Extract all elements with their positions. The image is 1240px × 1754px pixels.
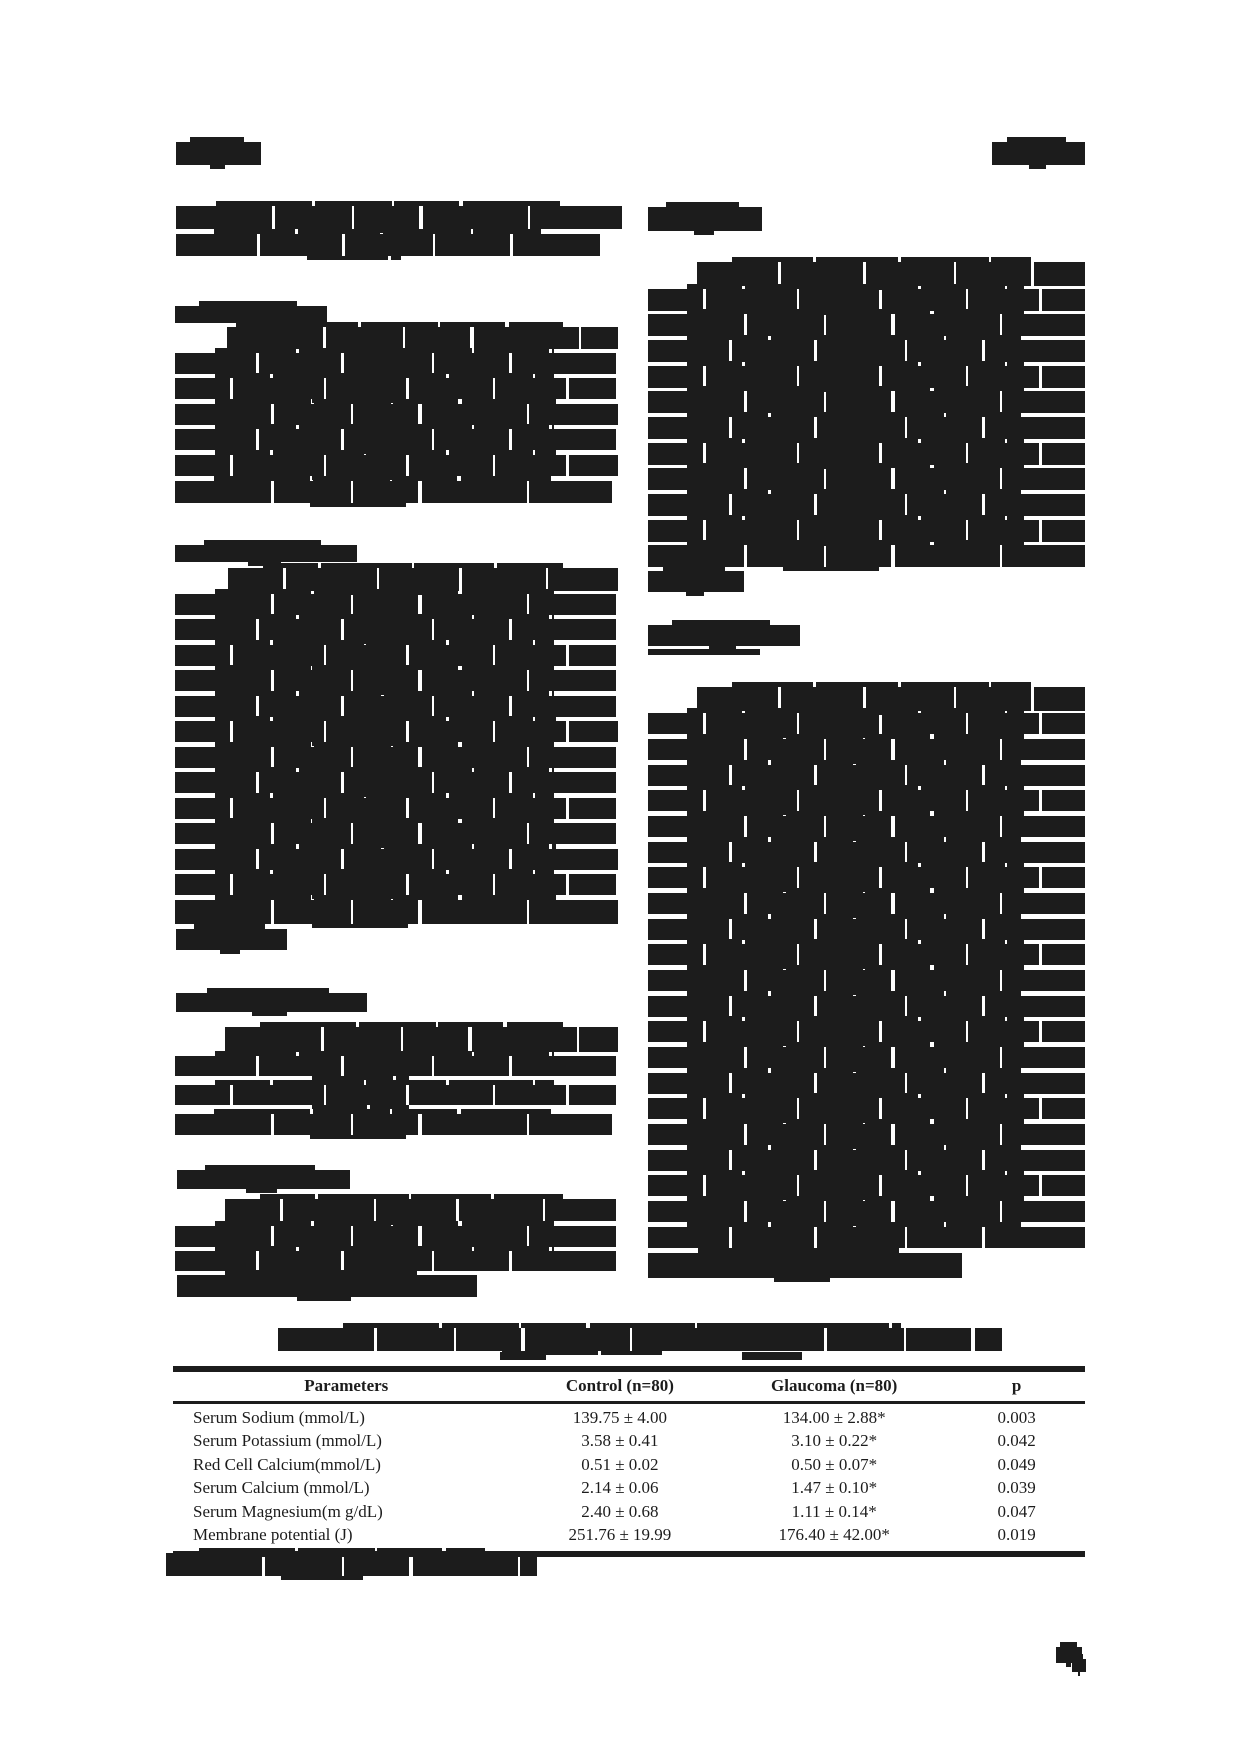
cell-control: 2.14 ± 0.06 [581,1478,659,1497]
cell-p-value: 0.049 [997,1454,1036,1474]
redacted-text-bar [648,1021,1085,1042]
redacted-text-bar [175,670,616,691]
column-header-p-value: p [1011,1376,1022,1395]
redacted-text-bar [278,1328,1002,1351]
redacted-text-bar [648,713,1085,734]
redacted-text-bar [648,340,1085,362]
redacted-text-bar [648,545,1085,567]
redacted-text-bar [225,1199,618,1221]
column-header-control: Control (n=80) [565,1376,674,1395]
redacted-text-bar [648,391,1085,413]
redacted-text-bar [648,314,1085,336]
redacted-text-bar [175,455,618,476]
redacted-text-bar [648,366,1085,388]
column-header-parameters: Parameters [304,1376,389,1395]
redacted-text-bar [175,900,618,924]
redacted-text-bar [175,823,616,844]
redacted-text-bar [175,696,616,717]
cell-control: 2.40 ± 0.68 [581,1501,659,1521]
redacted-text-bar [648,1047,1085,1068]
redacted-text-bar [648,970,1085,991]
results-table [173,1366,1085,1557]
redacted-text-bar [648,790,1085,811]
cell-p-value: 0.042 [997,1431,1036,1450]
redacted-text-bar [175,545,357,562]
cell-control: 3.58 ± 0.41 [581,1431,659,1450]
redacted-text-bar [648,571,744,592]
redacted-text-bar [648,739,1085,760]
cell-parameter: Serum Sodium (mmol/L) [193,1407,365,1427]
redacted-text-bar [175,721,618,742]
cell-glaucoma: 0.50 ± 0.07* [791,1454,878,1474]
cell-p-value: 0.047 [997,1501,1036,1521]
redacted-text-bar [1072,1659,1086,1672]
redacted-text-bar [176,929,287,950]
redacted-text-bar [648,207,762,231]
redacted-text-bar [175,1056,616,1076]
redacted-text-bar [697,262,1085,286]
cell-parameter: Serum Magnesium(m g/dL) [193,1501,383,1521]
redacted-text-bar [742,1352,802,1360]
cell-glaucoma: 1.11 ± 0.14* [791,1501,877,1521]
redacted-text-bar [648,1227,1085,1248]
redacted-text-bar [648,417,1085,439]
redacted-text-bar [177,1170,350,1189]
redacted-text-bar [175,849,618,870]
redacted-text-bar [176,234,600,256]
redacted-text-bar [648,765,1085,786]
redacted-text-bar [175,1251,616,1271]
table-row [173,1523,1085,1547]
redacted-text-bar [175,429,616,450]
redacted-text-bar [648,867,1085,888]
redacted-text-bar [648,1253,962,1278]
cell-control: 139.75 ± 4.00 [572,1407,668,1427]
redacted-text-bar [648,1201,1085,1222]
redacted-text-bar [648,1175,1085,1196]
redacted-text-bar [648,919,1085,940]
table-row [173,1453,1085,1477]
redacted-text-bar [175,1114,612,1135]
redacted-text-bar [175,306,327,323]
redacted-text-bar [175,619,616,640]
redacted-text-bar [648,520,1085,542]
redacted-text-bar [227,327,618,349]
cell-glaucoma: 134.00 ± 2.88* [782,1407,886,1427]
column-header-glaucoma: Glaucoma (n=80) [771,1376,898,1395]
redacted-text-bar [176,142,261,165]
redacted-text-bar [648,842,1085,863]
cell-glaucoma: 176.40 ± 42.00* [778,1525,890,1544]
redacted-text-bar [176,993,367,1012]
cell-parameter: Serum Potassium (mmol/L) [193,1431,382,1450]
cell-glaucoma: 3.10 ± 0.22* [791,1431,878,1450]
redacted-text-bar [648,625,800,646]
redacted-text-bar [648,816,1085,837]
redacted-text-bar [500,1352,546,1360]
table-body [173,1404,1085,1551]
table-row [173,1476,1085,1500]
cell-p-value: 0.039 [997,1478,1036,1497]
table-row [173,1429,1085,1453]
redacted-text-bar [175,645,616,666]
cell-parameter: Red Cell Calcium(mmol/L) [193,1454,381,1474]
redacted-text-bar [175,481,612,503]
redacted-text-bar [648,1150,1085,1171]
redacted-text-bar [175,874,616,895]
redacted-text-bar [175,353,616,374]
cell-glaucoma: 1.47 ± 0.10* [791,1478,878,1497]
redacted-text-bar [175,378,616,399]
redacted-text-bar [648,1098,1085,1119]
redacted-text-bar [648,649,760,655]
redacted-text-bar [175,594,616,615]
table-row [173,1500,1085,1524]
redacted-text-bar [648,944,1085,965]
table-row [173,1406,1085,1430]
cell-p-value: 0.003 [997,1407,1036,1427]
redacted-text-bar [648,468,1085,490]
redacted-text-bar [177,1275,477,1297]
redacted-text-bar [648,1124,1085,1145]
redacted-text-bar [175,772,616,793]
redacted-text-bar [992,142,1085,165]
cell-control: 251.76 ± 19.99 [568,1525,672,1544]
redacted-text-bar [648,996,1085,1017]
redacted-text-bar [648,1073,1085,1094]
redacted-text-bar [175,1226,616,1247]
cell-p-value: 0.019 [997,1525,1036,1544]
table-header-row [173,1372,1085,1404]
cell-control: 0.51 ± 0.02 [581,1454,659,1474]
redacted-text-bar [648,289,1085,311]
redacted-text-bar [176,206,622,229]
redacted-text-bar [175,404,618,425]
redacted-text-bar [228,568,618,591]
cell-parameter: Serum Calcium (mmol/L) [193,1478,370,1497]
redacted-text-bar [175,1085,616,1105]
redacted-text-bar [175,747,616,768]
redacted-text-bar [175,798,616,819]
redacted-text-bar [225,1027,618,1052]
redacted-text-bar [648,494,1085,516]
redacted-text-bar [648,443,1085,465]
redacted-text-bar [648,893,1085,914]
cell-parameter: Membrane potential (J) [193,1525,353,1544]
